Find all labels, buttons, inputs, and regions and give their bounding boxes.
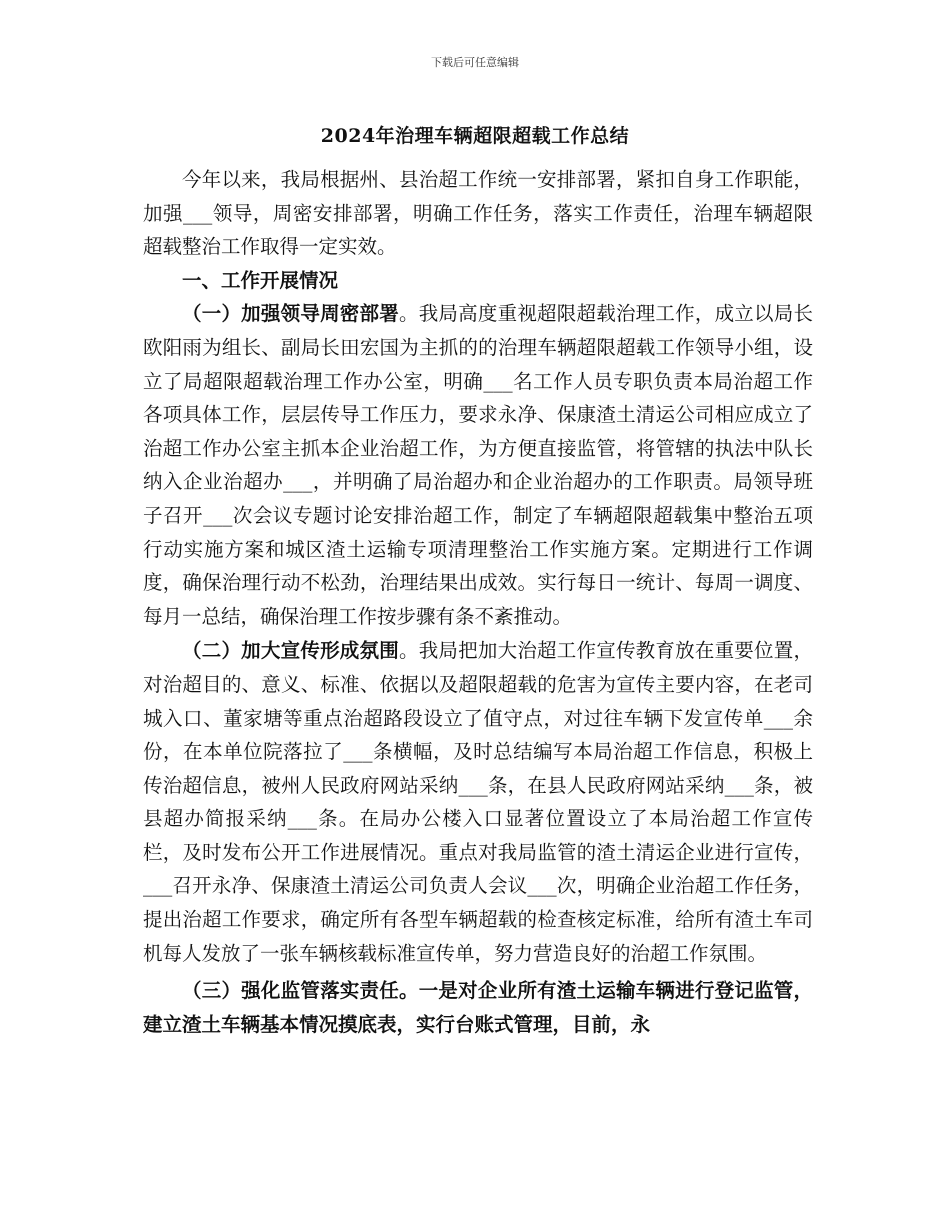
intro-paragraph: 今年以来，我局根据州、县治超工作统一安排部署，紧扣自身工作职能，加强___领导，周密安排部署，明确工作任务，落实工作责任，治理车辆超限超载整治工作取得一定实效。 bbox=[143, 168, 813, 259]
subsection-2-paragraph bbox=[143, 634, 813, 970]
subsection-3-heading: （三）强化监管落实责任 bbox=[182, 979, 399, 1003]
subsection-3-text: 。一是对企业所有渣土运输车辆进行登记监管，建立渣土车辆基本情况摸底表，实行台账式管理，目前，永 bbox=[143, 979, 813, 1036]
subsection-1-paragraph bbox=[143, 297, 813, 633]
subsection-1-text: 。我局高度重视超限超载治理工作，成立以局长欧阳雨为组长、副局长田宏国为主抓的的治理车辆超限超载工作领导小组，设立了局超限超载治理工作办公室，明确___名工作人员专职负责本局治超工作各项具体工作，层层传导工作压力，要求永净、保康渣土清运公司相应成立了治超工作办公室主抓本企业治超工作，为方便直接监管，将管辖的执法中队长纳入企业治超办___，并明确了局治超办和企业治超办的工作职责。局领导班子召开___次会议专题讨论安排治超工作，制定了车辆超限超载集中整治五项行动实施方案和城区渣土运输专项清理整治工作实施方案。定期进行工作调度，确保治理行动不松劲，治理结果出成效。实行每日一统计、每周一调度、每月一总结，确保治理工作按步骤有条不紊推动。 bbox=[143, 302, 813, 628]
page-header: 下载后可任意编辑 bbox=[431, 56, 519, 69]
subsection-2-heading: （二）加大宣传形成氛围 bbox=[182, 639, 399, 663]
section-heading-1: 一、工作开展情况 bbox=[182, 268, 339, 292]
subsection-3-paragraph bbox=[143, 974, 813, 1041]
document-body bbox=[143, 163, 813, 1041]
document-title: 2024年治理车辆超限超载工作总结 bbox=[320, 125, 630, 147]
subsection-1-heading: （一）加强领导周密部署 bbox=[182, 302, 399, 326]
subsection-2-text: 。我局把加大治超工作宣传教育放在重要位置，对治超目的、意义、标准、依据以及超限超载的危害为宣传主要内容，在老司城入口、董家塘等重点治超路段设立了值守点，对过往车辆下发宣传单___余份，在本单位院落拉了___条横幅，及时总结编写本局治超工作信息，积极上传治超信息，被州人民政府网站采纳___条，在县人民政府网站采纳___条，被县超办简报采纳___条。在局办公楼入口显著位置设立了本局治超工作宣传栏，及时发布公开工作进展情况。重点对我局监管的渣土清运企业进行宣传，___召开永净、保康渣土清运公司负责人会议___次，明确企业治超工作任务，提出治超工作要求，确定所有各型车辆超载的检查核定标准，给所有渣土车司机每人发放了一张车辆核载标准宣传单，努力营造良好的治超工作氛围。 bbox=[143, 639, 813, 965]
